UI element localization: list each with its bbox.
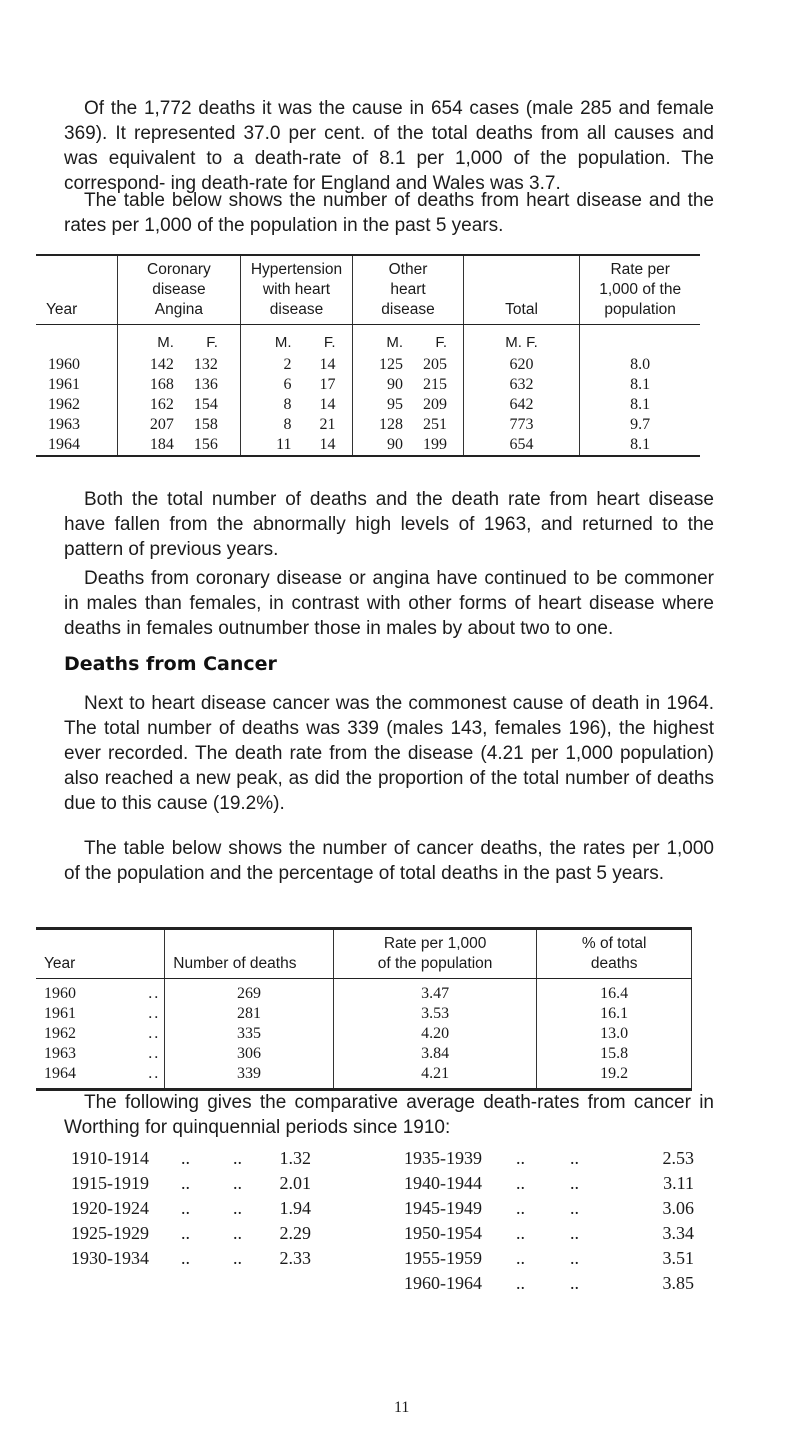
cell-rate: 9.7 <box>580 415 700 435</box>
cell-number: 339 <box>165 1064 334 1084</box>
leader-dots: .. <box>233 1173 242 1193</box>
cell-rate: 4.21 <box>333 1064 537 1084</box>
section-heading-cancer: Deaths from Cancer <box>64 653 277 675</box>
list-item <box>404 1271 704 1296</box>
cell-coronary <box>118 395 241 415</box>
cell-other-female: 215 <box>423 376 447 393</box>
cell-hypertension-male: 8 <box>283 396 292 413</box>
cell-other-female: 251 <box>423 416 447 433</box>
cell-year: 1962 <box>48 396 80 413</box>
period-label: 1935-1939 <box>404 1148 482 1168</box>
cell-hypertension-female: 17 <box>319 376 336 393</box>
cell-year-value: 1964 <box>44 1065 76 1082</box>
leader-dots: .. <box>570 1173 579 1193</box>
cell-year: 1964 <box>48 436 80 453</box>
cell-rate: 8.0 <box>580 355 700 375</box>
table-header-row <box>36 255 700 325</box>
cell-year-value: 1960 <box>44 985 76 1002</box>
leader-dots: .. <box>148 1045 161 1062</box>
cell-rate: 8.1 <box>580 435 700 456</box>
cell-other-male: 95 <box>387 396 403 413</box>
list-item <box>71 1196 371 1221</box>
leader-dots: .. <box>233 1198 242 1218</box>
cell-coronary-male: 207 <box>149 416 174 433</box>
paragraph-coronary-note: Deaths from coronary disease or angina have continued to be commoner in males than females, in contrast with other forms of heart disease where deaths in females outnumber those in males by about two to one. <box>64 568 714 639</box>
cell-year-value: 1962 <box>44 1025 76 1042</box>
period-label: 1910-1914 <box>71 1148 149 1168</box>
leader-dots: .. <box>181 1248 190 1268</box>
cell-other-male: 128 <box>379 416 403 433</box>
cell-total: 642 <box>463 395 580 415</box>
cell-other-female: 199 <box>423 436 447 453</box>
table-header-row <box>36 929 692 979</box>
table-row <box>36 1024 692 1044</box>
header-hypertension: Hypertension with heart disease <box>240 255 353 325</box>
list-item <box>404 1146 704 1171</box>
period-label: 1915-1919 <box>71 1173 149 1193</box>
cell-year-value: 1963 <box>44 1045 76 1062</box>
cell-number: 269 <box>165 984 334 1004</box>
leader-dots: .. <box>148 1005 161 1022</box>
cell-percent: 16.1 <box>537 1004 692 1024</box>
cell-year <box>36 1024 165 1044</box>
cell-coronary-male: 142 <box>149 356 174 373</box>
period-label: 1960-1964 <box>404 1273 482 1293</box>
cell-year: 1961 <box>48 376 80 393</box>
cancer-deaths-table <box>36 927 692 1091</box>
period-list-left <box>71 1146 371 1271</box>
cell-rate: 3.84 <box>333 1044 537 1064</box>
cell-other <box>353 435 463 456</box>
header-number-of-deaths: Number of deaths <box>165 929 334 979</box>
header-year: Year <box>36 255 118 325</box>
leader-dots: .. <box>516 1273 525 1293</box>
leader-dots: .. <box>516 1148 525 1168</box>
cell-year <box>36 1064 165 1084</box>
cell-percent: 13.0 <box>537 1024 692 1044</box>
cell-number: 306 <box>165 1044 334 1064</box>
cell-coronary-female: 136 <box>193 376 218 393</box>
leader-dots: .. <box>516 1173 525 1193</box>
paragraph-quinquennial-intro: The following gives the comparative average death-rates from cancer in Worthing for quinquennial periods since 1910: <box>64 1092 714 1138</box>
cell-hypertension-male: 6 <box>283 376 292 393</box>
period-rate: 2.53 <box>662 1148 694 1168</box>
period-rate: 1.32 <box>279 1148 311 1168</box>
cell-year <box>36 984 165 1004</box>
period-label: 1955-1959 <box>404 1248 482 1268</box>
cell-total: 654 <box>463 435 580 456</box>
cell-other-female: 205 <box>423 356 447 373</box>
cell-hypertension-female: 14 <box>319 436 336 453</box>
page-number: 11 <box>394 1399 410 1416</box>
cell-rate: 3.53 <box>333 1004 537 1024</box>
period-rate: 2.01 <box>279 1173 311 1193</box>
cell-number: 335 <box>165 1024 334 1044</box>
period-rate: 3.06 <box>662 1198 694 1218</box>
leader-dots: .. <box>516 1198 525 1218</box>
paragraph-cancer-deaths: Next to heart disease cancer was the commonest cause of death in 1964. The total number of deaths was 339 (males 143, females 196), the highest ever recorded. The death rate from the disease (4.21 per 1,000 population) also reached a new peak, as did the proportion of the total number of deaths due to this cause (19.2%). <box>64 693 714 814</box>
cell-hypertension-female: 14 <box>319 356 336 373</box>
cell-other <box>353 415 463 435</box>
list-item <box>71 1146 371 1171</box>
heart-disease-table <box>36 254 700 457</box>
leader-dots: .. <box>181 1173 190 1193</box>
header-total: Total <box>463 255 580 325</box>
cell-hypertension <box>240 415 353 435</box>
table-row <box>36 395 700 415</box>
cell-hypertension-male: 8 <box>283 416 292 433</box>
header-coronary: Coronary disease Angina <box>118 255 241 325</box>
leader-dots: .. <box>181 1198 190 1218</box>
cell-year <box>36 1004 165 1024</box>
period-label: 1945-1949 <box>404 1198 482 1218</box>
cell-hypertension <box>240 435 353 456</box>
leader-dots: .. <box>570 1198 579 1218</box>
cell-hypertension <box>240 375 353 395</box>
cell-hypertension-female: 14 <box>319 396 336 413</box>
cell-coronary <box>118 415 241 435</box>
period-rate: 3.11 <box>663 1173 694 1193</box>
cell-percent: 19.2 <box>537 1064 692 1084</box>
period-label: 1930-1934 <box>71 1248 149 1268</box>
cell-hypertension <box>240 395 353 415</box>
cell-coronary-female: 156 <box>193 436 218 453</box>
cell-coronary <box>118 435 241 456</box>
paragraph-heart-trend: Both the total number of deaths and the death rate from heart disease have fallen from the abnormally high levels of 1963, and returned to the pattern of previous years. <box>64 489 714 560</box>
cell-rate: 3.47 <box>333 984 537 1004</box>
period-label: 1920-1924 <box>71 1198 149 1218</box>
cell-other-female: 209 <box>423 396 447 413</box>
table-row <box>36 1004 692 1024</box>
table-row <box>36 1064 692 1084</box>
table-row <box>36 355 700 375</box>
list-item <box>404 1171 704 1196</box>
period-rate: 2.33 <box>279 1248 311 1268</box>
header-other-heart: Other heart disease <box>353 255 463 325</box>
cell-percent: 16.4 <box>537 984 692 1004</box>
cell-hypertension-female: 21 <box>319 416 336 433</box>
cell-coronary-female: 132 <box>193 356 218 373</box>
cell-percent: 15.8 <box>537 1044 692 1064</box>
leader-dots: .. <box>516 1248 525 1268</box>
list-item <box>404 1246 704 1271</box>
leader-dots: .. <box>570 1223 579 1243</box>
header-rate: Rate per 1,000 of the population <box>333 929 537 979</box>
leader-dots: .. <box>181 1148 190 1168</box>
cell-rate: 8.1 <box>580 375 700 395</box>
cell-other-male: 125 <box>379 356 403 373</box>
cell-total: 773 <box>463 415 580 435</box>
list-item <box>71 1171 371 1196</box>
leader-dots: .. <box>570 1148 579 1168</box>
table-row <box>36 375 700 395</box>
leader-dots: .. <box>233 1148 242 1168</box>
cell-year: 1960 <box>48 356 80 373</box>
list-item <box>404 1221 704 1246</box>
period-label: 1950-1954 <box>404 1223 482 1243</box>
cell-year-value: 1961 <box>44 1005 76 1022</box>
cell-coronary-male: 184 <box>149 436 174 453</box>
table-row <box>36 415 700 435</box>
header-rate: Rate per 1,000 of the population <box>580 255 700 325</box>
table-row <box>36 984 692 1004</box>
list-item <box>71 1246 371 1271</box>
period-rate: 3.34 <box>662 1223 694 1243</box>
cell-hypertension-male: 11 <box>276 436 292 453</box>
period-list-right <box>404 1146 704 1296</box>
cell-other <box>353 355 463 375</box>
cell-total: 632 <box>463 375 580 395</box>
header-percent-total: % of total deaths <box>537 929 692 979</box>
leader-dots: .. <box>181 1223 190 1243</box>
period-rate: 1.94 <box>279 1198 311 1218</box>
cell-total: 620 <box>463 355 580 375</box>
cell-rate: 4.20 <box>333 1024 537 1044</box>
cell-other <box>353 375 463 395</box>
leader-dots: .. <box>516 1223 525 1243</box>
paragraph-cancer-table-intro: The table below shows the number of cancer deaths, the rates per 1,000 of the population and the percentage of total deaths in the past 5 years. <box>64 838 714 884</box>
table-row <box>36 435 700 456</box>
period-label: 1925-1929 <box>71 1223 149 1243</box>
table-row <box>36 1044 692 1064</box>
leader-dots: .. <box>233 1248 242 1268</box>
cell-hypertension-male: 2 <box>283 356 292 373</box>
cell-coronary-female: 158 <box>193 416 218 433</box>
cell-coronary <box>118 375 241 395</box>
cell-hypertension <box>240 355 353 375</box>
period-rate: 3.85 <box>662 1273 694 1293</box>
leader-dots: .. <box>148 1025 161 1042</box>
cell-year <box>36 1044 165 1064</box>
cell-number: 281 <box>165 1004 334 1024</box>
cell-other-male: 90 <box>387 436 403 453</box>
paragraph-heart-table-intro: The table below shows the number of deaths from heart disease and the rates per 1,000 of the population in the past 5 years. <box>64 190 714 236</box>
header-year: Year <box>36 929 165 979</box>
cell-coronary-female: 154 <box>193 396 218 413</box>
paragraph-heart-deaths: Of the 1,772 deaths it was the cause in 654 cases (male 285 and female 369). It represented 37.0 per cent. of the total deaths from all causes and was equivalent to a death-rate of 8.1 per 1,000 of the population. The correspond- ing death-rate for England and Wales was 3.7. <box>64 98 714 194</box>
cell-year: 1963 <box>48 416 80 433</box>
period-rate: 3.51 <box>662 1248 694 1268</box>
leader-dots: .. <box>570 1248 579 1268</box>
leader-dots: .. <box>148 985 161 1002</box>
list-item <box>404 1196 704 1221</box>
cell-coronary-male: 168 <box>149 376 174 393</box>
leader-dots: .. <box>233 1223 242 1243</box>
period-rate: 2.29 <box>279 1223 311 1243</box>
cell-other-male: 90 <box>387 376 403 393</box>
cell-rate: 8.1 <box>580 395 700 415</box>
leader-dots: .. <box>148 1065 161 1082</box>
period-label: 1940-1944 <box>404 1173 482 1193</box>
cell-coronary-male: 162 <box>149 396 174 413</box>
cell-coronary <box>118 355 241 375</box>
list-item <box>71 1221 371 1246</box>
cell-other <box>353 395 463 415</box>
sex-subheader-row: M. F. M. F. M. F. M. F. <box>36 325 700 356</box>
leader-dots: .. <box>570 1273 579 1293</box>
